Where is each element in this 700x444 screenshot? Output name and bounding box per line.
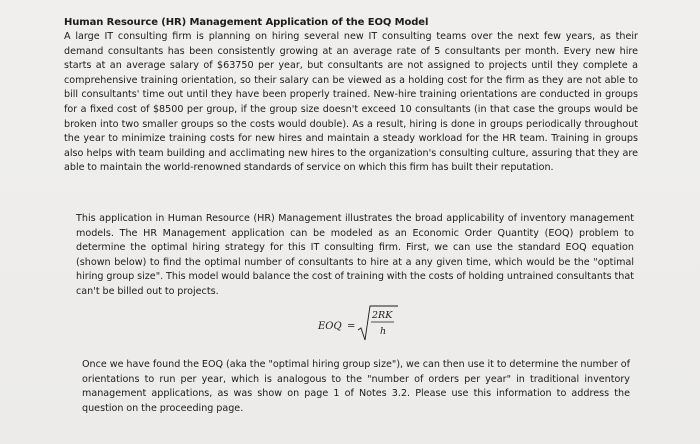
formula-numerator: 2RK (372, 310, 393, 321)
formula-denominator: h (380, 326, 387, 337)
paragraph-application: This application in Human Resource (HR) Management illustrates the broad applicability of inventory management models. The HR Management application can be modeled as an Economic Order Quantity (EOQ) problem to determine the optimal hiring strategy for this IT consulting firm. First, we can use the standard EOQ equation (shown below) to find the optimal number of consultants to hire at a any given time, which would be the "optimal hiring group size". This model would balance the cost of training with the costs of holding untrained consultants that can't be billed out to projects. (76, 213, 634, 297)
document-title: Human Resource (HR) Management Application of the EOQ Model (64, 17, 429, 28)
paragraph-followup: Once we have found the EOQ (aka the "optimal hiring group size"), we can then use it to determine the number of orientations to run per year, which is analogous to the "number of orders per year" in traditional inventory management applications, as was show on page 1 of Notes 3.2. Please use this information to address the question on the proceeding page. (82, 359, 630, 414)
formula-lhs: EOQ (318, 321, 342, 332)
paragraph-intro: A large IT consulting firm is planning on hiring several new IT consulting teams over the next few years, as their demand consultants has been consistently growing at an average rate of 5 consultants per month. Every new hire starts at an average salary of $63750 per year, but consultants are not assigned to projects until they complete a comprehensive training orientation, so their salary can be viewed as a holding cost for the firm as they are not able to bill consultants' time out until they have been properly trained. New-hire training orientations are conducted in groups for a fixed cost of $8500 per group, if the group size doesn't exceed 10 consultants (in that case the groups would be broken into two smaller groups so the costs would double). As a result, hiring is done in groups periodically throughout the year to minimize training costs for new hires and maintain a steady workload for the HR team. Training in groups also helps with team building and acclimating new hires to the organization's consulting culture, assuring that they are able to maintain the world-renowned standards of service on which this firm has built their reputation. (64, 31, 638, 174)
formula-equals: = (347, 321, 356, 332)
eoq-formula (318, 304, 408, 346)
